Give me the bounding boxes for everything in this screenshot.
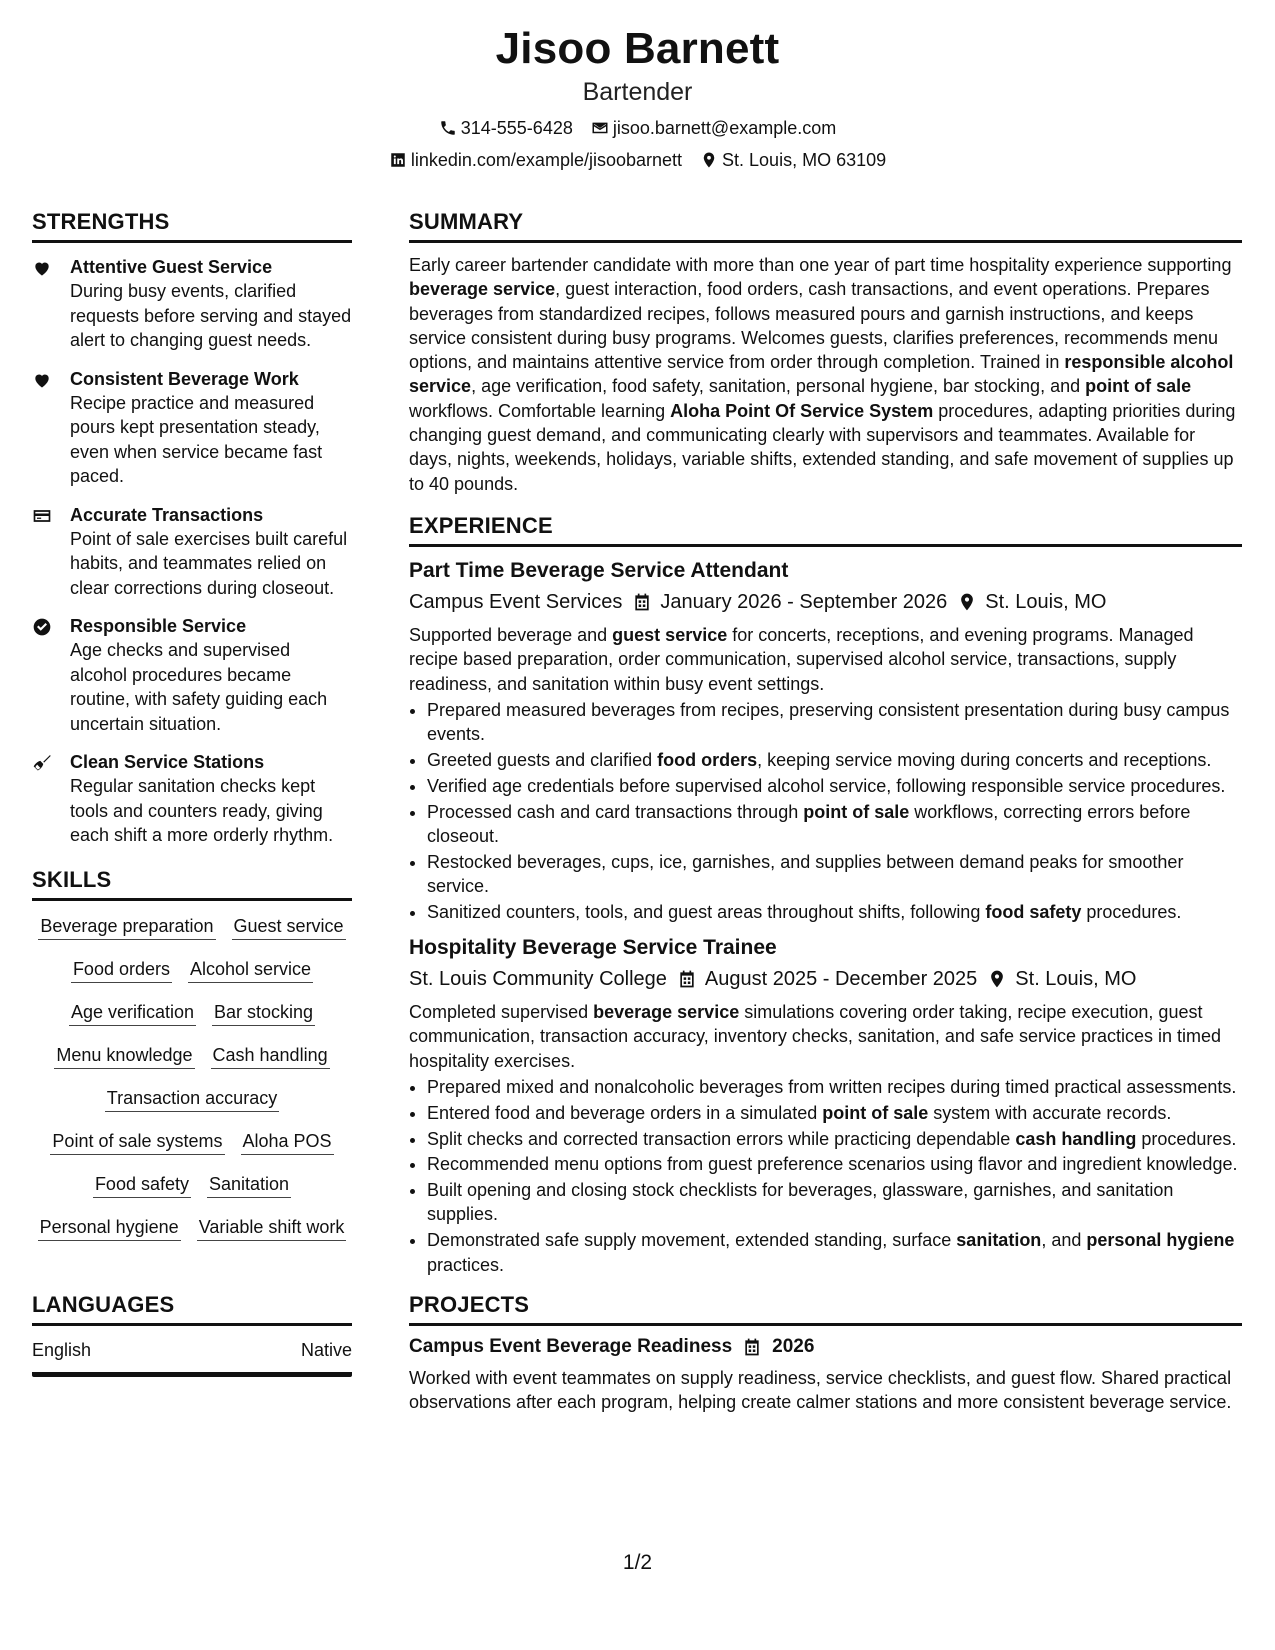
language-name: English [32, 1339, 92, 1360]
skill-tag: Personal hygiene [38, 1216, 181, 1241]
skill-tag: Beverage preparation [38, 915, 215, 940]
job-bullet: • Entered food and beverage orders in a simulated point of sale system with accurate records. [427, 1101, 1242, 1125]
email-address: jisoo.barnett@example.com [612, 118, 837, 138]
projects-heading: PROJECTS [409, 1291, 1242, 1326]
candidate-role: Bartender [582, 78, 693, 106]
projects-section [409, 1291, 1242, 1415]
job-location: St. Louis, MO [1015, 968, 1137, 991]
skills-list [32, 915, 352, 1241]
job-meta [409, 964, 1242, 994]
bold-keyword: food safety [985, 901, 1082, 922]
phone-icon [439, 119, 457, 137]
strength-item [32, 503, 352, 601]
job-entry [409, 557, 1242, 924]
bold-keyword: beverage service [409, 279, 556, 300]
strengths-list [32, 255, 352, 848]
strength-desc: Regular sanitation checks kept tools and counters ready, giving each shift a more orderly rhythm. [70, 776, 334, 845]
skill-tag: Bar stocking [212, 1001, 315, 1026]
resume-header [0, 22, 1275, 172]
strength-title: Accurate Transactions [70, 504, 264, 525]
strength-item [32, 367, 352, 489]
right-column [409, 208, 1242, 1414]
strength-desc: During busy events, clarified requests before serving and stayed alert to changing guest needs. [70, 281, 352, 350]
project-date: 2026 [772, 1335, 815, 1357]
skill-tag: Age verification [69, 1001, 196, 1026]
language-level: Native [300, 1339, 352, 1360]
strength-title: Responsible Service [70, 616, 247, 636]
strength-title: Consistent Beverage Work [70, 368, 299, 389]
linkedin-url: linkedin.com/example/jisoobarnett [410, 150, 683, 170]
job-meta [409, 587, 1242, 617]
skills-section [32, 866, 352, 1241]
linkedin-icon [389, 151, 407, 169]
heart-icon [32, 370, 52, 390]
job-dates: August 2025 - December 2025 [704, 968, 978, 991]
summary-text: Early career bartender candidate with more than one year of part time hospitality experience supporting beverage service, guest interaction, food orders, cash transactions, and event operations. Prepares beverages from standardized recipes, follows measured pours and garnish instructions, and keeps service consistent during busy programs. Welcomes guests, clarifies preferences, recommends menu options, and maintains attentive service from order through completion. Trained in responsible alcohol service, age verification, food safety, sanitation, personal hygiene, bar stocking, and point of sale workflows. Comfortable learning Aloha Point Of Service System procedures, adapting priorities during changing guest demand, and communicating clearly with supervisors and teammates. Available for days, nights, weekends, holidays, variable shifts, extended standing, and safe movement of supplies up to 40 pounds. [409, 255, 1236, 494]
job-bullet: • Prepared mixed and nonalcoholic beverages from written recipes during timed practical assessments. [427, 1075, 1242, 1099]
bold-keyword: food orders [657, 749, 758, 770]
contact-row-2 [0, 148, 1275, 172]
job-description: Completed supervised beverage service simulations covering order taking, recipe execution, guest communication, transaction accuracy, inventory checks, sanitation, and safe service practices in timed hospitality exercises. [409, 1002, 1222, 1071]
check-circle-icon [32, 617, 52, 637]
job-location: St. Louis, MO [985, 590, 1107, 613]
bold-keyword: beverage service [593, 1002, 740, 1023]
map-pin-icon [957, 592, 977, 612]
map-pin-icon [700, 151, 718, 169]
bold-keyword: point of sale [1085, 376, 1192, 397]
job-bullets [409, 1075, 1242, 1277]
project-entry [409, 1334, 1242, 1415]
bold-keyword: personal hygiene [1086, 1230, 1235, 1251]
skill-tag: Menu knowledge [54, 1044, 194, 1069]
bold-keyword: point of sale [803, 801, 910, 822]
candidate-name: Jisoo Barnett [495, 24, 780, 73]
job-bullet: • Prepared measured beverages from recipes, preserving consistent presentation during busy campus events. [427, 698, 1242, 747]
skill-tag: Food orders [71, 958, 172, 983]
experience-section [409, 512, 1242, 1277]
summary-heading: SUMMARY [409, 208, 1242, 243]
languages-heading: LANGUAGES [32, 1291, 352, 1326]
broom-icon [32, 753, 52, 773]
heart-icon [32, 258, 52, 278]
linkedin-contact[interactable] [389, 148, 682, 172]
calendar-icon [677, 969, 697, 989]
calendar-icon [742, 1337, 762, 1357]
skill-tag: Transaction accuracy [105, 1087, 279, 1112]
phone-number: 314-555-6428 [460, 118, 573, 138]
job-description: Supported beverage and guest service for concerts, receptions, and evening programs. Managed recipe based preparation, order communication, supervised alcohol service, transactions, supply readiness, and sanitation within busy event settings. [409, 624, 1194, 694]
job-bullet: • Greeted guests and clarified food orders, keeping service moving during concerts and receptions. [427, 748, 1242, 772]
bold-keyword: sanitation [956, 1230, 1042, 1251]
skill-tag: Variable shift work [197, 1216, 347, 1241]
calendar-icon [632, 592, 652, 612]
strength-item [32, 255, 352, 353]
experience-heading: EXPERIENCE [409, 512, 1242, 547]
bold-keyword: cash handling [1015, 1128, 1137, 1149]
strengths-heading: STRENGTHS [32, 208, 352, 243]
job-entry [409, 934, 1242, 1277]
location-text: St. Louis, MO 63109 [722, 150, 887, 170]
job-bullet: • Restocked beverages, cups, ice, garnishes, and supplies between demand peaks for smoother service. [427, 850, 1242, 899]
skill-tag: Guest service [232, 915, 346, 940]
bold-keyword: point of sale [822, 1102, 929, 1123]
strength-desc: Point of sale exercises built careful habits, and teammates relied on clear corrections during closeout. [70, 528, 348, 598]
bold-keyword: guest service [612, 624, 728, 645]
map-pin-icon [987, 969, 1007, 989]
credit-card-icon [32, 506, 52, 526]
phone-contact[interactable] [439, 116, 573, 140]
page-number: 1/2 [622, 1551, 653, 1574]
bold-keyword: responsible alcohol service [409, 352, 1234, 397]
project-title: Campus Event Beverage Readiness [409, 1335, 733, 1357]
job-dates: January 2026 - September 2026 [660, 590, 948, 613]
skill-tag: Aloha POS [241, 1130, 334, 1155]
job-bullet: • Verified age credentials before supervised alcohol service, following responsible service procedures. [427, 774, 1242, 798]
skill-tag: Food safety [93, 1173, 191, 1198]
strength-title: Clean Service Stations [70, 752, 265, 772]
languages-section [32, 1291, 352, 1377]
job-bullet: • Demonstrated safe supply movement, extended standing, surface sanitation, and personal hygiene practices. [427, 1228, 1242, 1277]
job-bullet: • Built opening and closing stock checklists for beverages, glassware, garnishes, and sanitation supplies. [427, 1178, 1242, 1227]
language-row [32, 1338, 352, 1377]
job-bullet: • Sanitized counters, tools, and guest areas throughout shifts, following food safety procedures. [427, 900, 1242, 924]
project-description: Worked with event teammates on supply readiness, service checklists, and guest flow. Shared practical observations after each program, helping create calmer stations and more consistent beverage service. [409, 1367, 1232, 1413]
strength-desc: Age checks and supervised alcohol procedures became routine, with safety guiding each uncertain situation. [70, 640, 328, 734]
skill-tag: Alcohol service [188, 958, 313, 983]
strengths-section [32, 208, 352, 848]
skill-tag: Cash handling [211, 1044, 330, 1069]
job-bullet: • Recommended menu options from guest preference scenarios using flavor and ingredient knowledge. [427, 1152, 1242, 1176]
skills-heading: SKILLS [32, 866, 352, 901]
job-company: Campus Event Services [409, 590, 623, 613]
location-contact [700, 148, 886, 172]
job-company: St. Louis Community College [409, 968, 667, 991]
contact-row-1 [0, 116, 1275, 140]
strength-title: Attentive Guest Service [70, 257, 273, 277]
skill-tag: Point of sale systems [50, 1130, 224, 1155]
project-header [409, 1334, 1242, 1360]
job-title: Part Time Beverage Service Attendant [409, 558, 789, 582]
bold-keyword: Aloha Point Of Service System [670, 400, 934, 421]
summary-section [409, 208, 1242, 496]
strength-item [32, 750, 352, 848]
job-bullets [409, 698, 1242, 924]
envelope-icon [591, 119, 609, 137]
job-bullet: • Split checks and corrected transaction errors while practicing dependable cash handling procedures. [427, 1127, 1242, 1151]
job-title: Hospitality Beverage Service Trainee [409, 936, 777, 960]
strength-item [32, 614, 352, 736]
strength-desc: Recipe practice and measured pours kept presentation steady, even when service became fast paced. [70, 392, 323, 486]
job-bullet: • Processed cash and card transactions through point of sale workflows, correcting errors before closeout. [427, 800, 1242, 849]
email-contact[interactable] [591, 116, 836, 140]
left-column [32, 208, 352, 1377]
skill-tag: Sanitation [207, 1173, 291, 1198]
